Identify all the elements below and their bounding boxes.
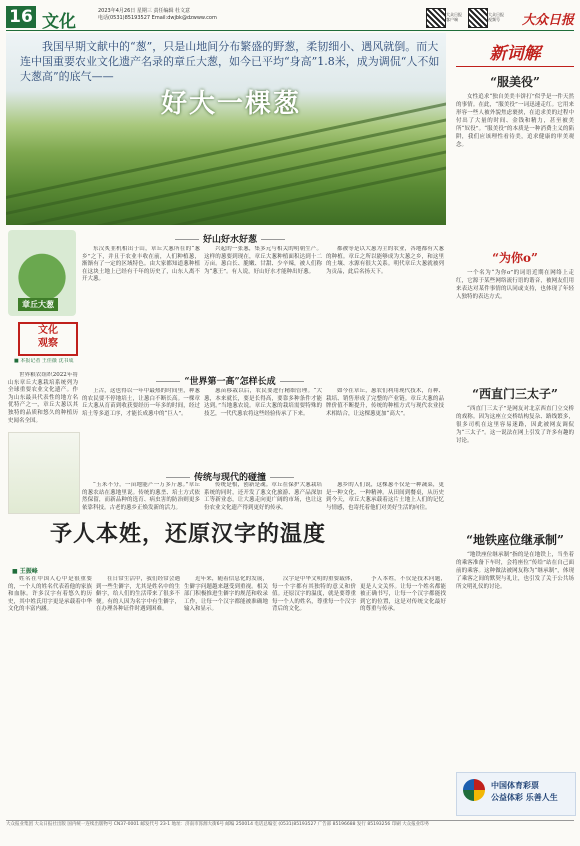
logo-top-text: 文化 bbox=[38, 325, 58, 336]
lottery-advertisement[interactable] bbox=[456, 772, 576, 816]
ad-line-1: 中国体育彩票 bbox=[491, 780, 539, 790]
subhead-2: “世界第一高”怎样长成 bbox=[150, 374, 310, 387]
subhead-3: 传统与现代的碰撞 bbox=[150, 470, 310, 483]
header-meta bbox=[98, 8, 218, 22]
sidebar-text-1: 女性追求“独自美美丰饼打”似乎是一件天然的事情。在此，“服美役”一词迅速走红。它用来形容一些人被外貌焦虑裹挟，在追求美的过程中付出了大量的时间、金钱和精力，甚至被美所“奴役”。“服美役”的本质是一种消费主义的陷阱，我们应该理性看待美，追求健康的审美观念。 bbox=[456, 94, 574, 148]
article-column-1: 东汉炙韭机相出于山，章丘大葱所在的“葱乡”之下，并且于农业丰收在前，人们种植葱，渐渐有了一定的区域特色。由大家都知道葱种植在这块土地上已经有千年的历史了，山东人离不开大葱。 bbox=[82, 246, 200, 283]
page-header bbox=[6, 6, 574, 31]
article-column-7: “玉米不分，一亩地能产一万多斤葱。”章丘的葱农站在葱地里说。传统的葱垄、培土方式依然保留，而新品种的选育、病虫害的防治则更多依靠科技。古老的葱乡正焕发新的活力。 bbox=[82, 482, 200, 511]
sidebar-term-3: “西直门三太子” bbox=[472, 387, 558, 401]
bottom-article-byline: ■ 王振峰 bbox=[12, 568, 38, 575]
bottom-column-1: 姓名在中国人心中是很重要的，一个人的姓名代表着他的家族和血脉。许多汉字有着悠久的历史，其中姓氏用字更是承载着中华文化的丰富内涵。 bbox=[8, 576, 92, 613]
ad-line-2: 公益体彩 乐善人生 bbox=[491, 792, 558, 802]
page-footer: 大众报业集团 大众日报社出版 国内统一连续出版物号 CN37-0001 邮发代号 23-1 地址：济南市泺源大街6号 邮编 250014 电话总编室 (0531)85193527 广告部 85196688 发行 85193256 印刷 大众报业印务 bbox=[6, 820, 574, 839]
bottom-column-2: 在日常生活中，我们经常会遇到一些生僻字，尤其是姓名中的生僻字，给人们的生活带来了很多不便。有的人因为名字中有生僻字，在办理各种证件时遇到困难。 bbox=[96, 576, 180, 613]
sidebar-text-2: 一个名为“为你o”的词语近期在网络上走红，它源于某些网络流行语的谐音，被网友们用来表达对某件事情的认同或支持，也体现了年轻人独特的表达方式。 bbox=[456, 270, 574, 300]
article-column-3: 都被等是以大葱为主的农业，各地都有大葱的种植。章丘之所以能够成为大葱之乡，和这里的土壤、水源有很大关系。明代章丘大葱就被列为贡品，此后名扬天下。 bbox=[326, 246, 444, 275]
article-column-5: 葱苗移栽以后，农民要进行精细管理。“大葱，本来就长，要是长得高，要靠多种条件才能达到。”当地葱农说。章丘大葱的栽培需要特殊的技艺，一代代葱农将这些经验传承了下来。 bbox=[204, 388, 322, 417]
sidebar-term-2: “为你o” bbox=[492, 251, 538, 265]
culture-observation-logo bbox=[18, 322, 78, 356]
lottery-logo-icon bbox=[463, 779, 485, 801]
page-number: 16 bbox=[6, 6, 36, 28]
sidebar-term-4: “地铁座位继承制” bbox=[466, 533, 564, 547]
section-title: 文化 bbox=[42, 12, 76, 32]
bottom-article-title: 予人本姓，还原汉字的温度 bbox=[50, 521, 327, 547]
newspaper-brand: 大众日报 bbox=[522, 13, 575, 28]
bottom-column-3: 近年来，随着信息化的发展，生僻字问题越来越受到重视。相关部门积极推进生僻字的规范和收录工作，让每一个汉字都能被准确地输入和显示。 bbox=[184, 576, 268, 613]
bottom-column-4: 汉字是中华文明的重要载体，每一个字都有其独特的意义和价值。还原汉字的温度，就是要尊重每一个人的姓名，尊重每一个汉字背后的文化。 bbox=[272, 576, 356, 613]
intro-paragraph: 世界粮农组织2022年将山东章丘大葱栽培系统列为全球重要农业文化遗产。作为山东最具代表性的地方名优特产之一，章丘大葱以其独特的品质和悠久的种植历史闻名全国。 bbox=[8, 372, 78, 424]
new-words-sidebar bbox=[456, 33, 574, 811]
main-headline: 好大一棵葱 bbox=[161, 89, 302, 119]
article-column-4: 上古，这也得以一年中最热的时间里，种葱的农民要不停地培土，让葱白不断长高。一棵章丘大葱从育苗到收获要经历一年多的时间，经过培土等多道工序，才能长成葱中的“巨人”。 bbox=[82, 388, 200, 417]
logo-bottom-text: 观察 bbox=[38, 338, 58, 349]
article-column-9: 葱乡的人们说，这棵葱不仅是一种蔬菜，更是一种文化、一种精神。从田间到餐桌，从历史到今天，章丘大葱承载着这片土地上人们的记忆与情感，也寄托着他们对美好生活的向往。 bbox=[326, 482, 444, 511]
article-column-2: 兴起的一张葱，集多元与相关的明朝生产。这样的葱要到现在，章丘大葱种植面积达到十二万亩。葱白长、脆嫩、甘甜、少辛辣，被人们称为“葱王”。有人说，好山好水才能种出好葱。 bbox=[204, 246, 322, 275]
qr1-label: 大众日报 客户端 bbox=[446, 12, 462, 22]
sidebar-text-4: “地铁座位继承制”指的是在地铁上，当坐着的乘客准备下车时，会将座位“传给”站在自己面前的乘客。这种做法被网友称为“继承制”，体现了乘客之间的默契与礼让，也引发了关于公共场所文明礼仪的讨论。 bbox=[456, 552, 574, 590]
scallion-field-photo bbox=[6, 33, 446, 225]
article-column-8: 传统是根，创新是魂。章丘在保护大葱栽培系统的同时，还开发了葱文化旅游、葱产品深加工等新业态，让大葱走向更广阔的市场，也让这份农业文化遗产得到更好的传承。 bbox=[204, 482, 322, 511]
ad-text bbox=[491, 779, 558, 803]
lead-deck: 我国早期文献中的“葱”，只是山地间分布繁盛的野葱，柔韧细小、遇风就倒。而大连中国重要农业文化遗产名录的章丘大葱，如今已平均“身高”1.8米，成为调侃“人不如大葱高”的底气—— bbox=[20, 40, 440, 83]
sidebar-term-1: “服美役” bbox=[490, 75, 540, 89]
illustration-label: 章丘大葱 bbox=[18, 298, 58, 311]
subhead-1: 好山好水好葱 bbox=[160, 232, 300, 245]
byline-left: ■ 本报记者 王佳薇 沈书成 bbox=[14, 358, 74, 364]
qr2-label: 大众日报 视频号 bbox=[488, 12, 504, 22]
sidebar-header: 新词解 bbox=[489, 44, 541, 64]
sidebar-text-3: “西直门三太子”是网友对北京西直门立交桥的戏称。因为这座立交桥结构复杂、路线繁多，很多司机在这里容易迷路，因此被网友调侃为“三太子”。这一说法在网上引发了许多有趣的讨论。 bbox=[456, 406, 574, 444]
scallion-photo-small bbox=[8, 432, 80, 514]
bottom-column-5: 予人本姓，不仅是技术问题，更是人文关怀。让每一个姓名都能被正确书写，让每一个汉字都能找到它的位置，这是对传统文化最好的尊重与传承。 bbox=[360, 576, 446, 613]
article-column-6: 如今在章丘，葱农们利用现代技术，育种、栽培、销售形成了完整的产业链。章丘大葱的品牌价值不断提升，传统的种植方式与现代农业技术相结合，让这棵葱更加“高大”。 bbox=[326, 388, 444, 417]
qr-code-icon[interactable] bbox=[426, 8, 446, 28]
header-meta-line2: 电话(0531)85193527 Email:dwjbk@dzwww.com bbox=[98, 15, 217, 21]
qr-code-icon[interactable] bbox=[468, 8, 488, 28]
header-meta-line1: 2023年4月26日 星期三 责任编辑 杜文意 bbox=[98, 8, 191, 14]
